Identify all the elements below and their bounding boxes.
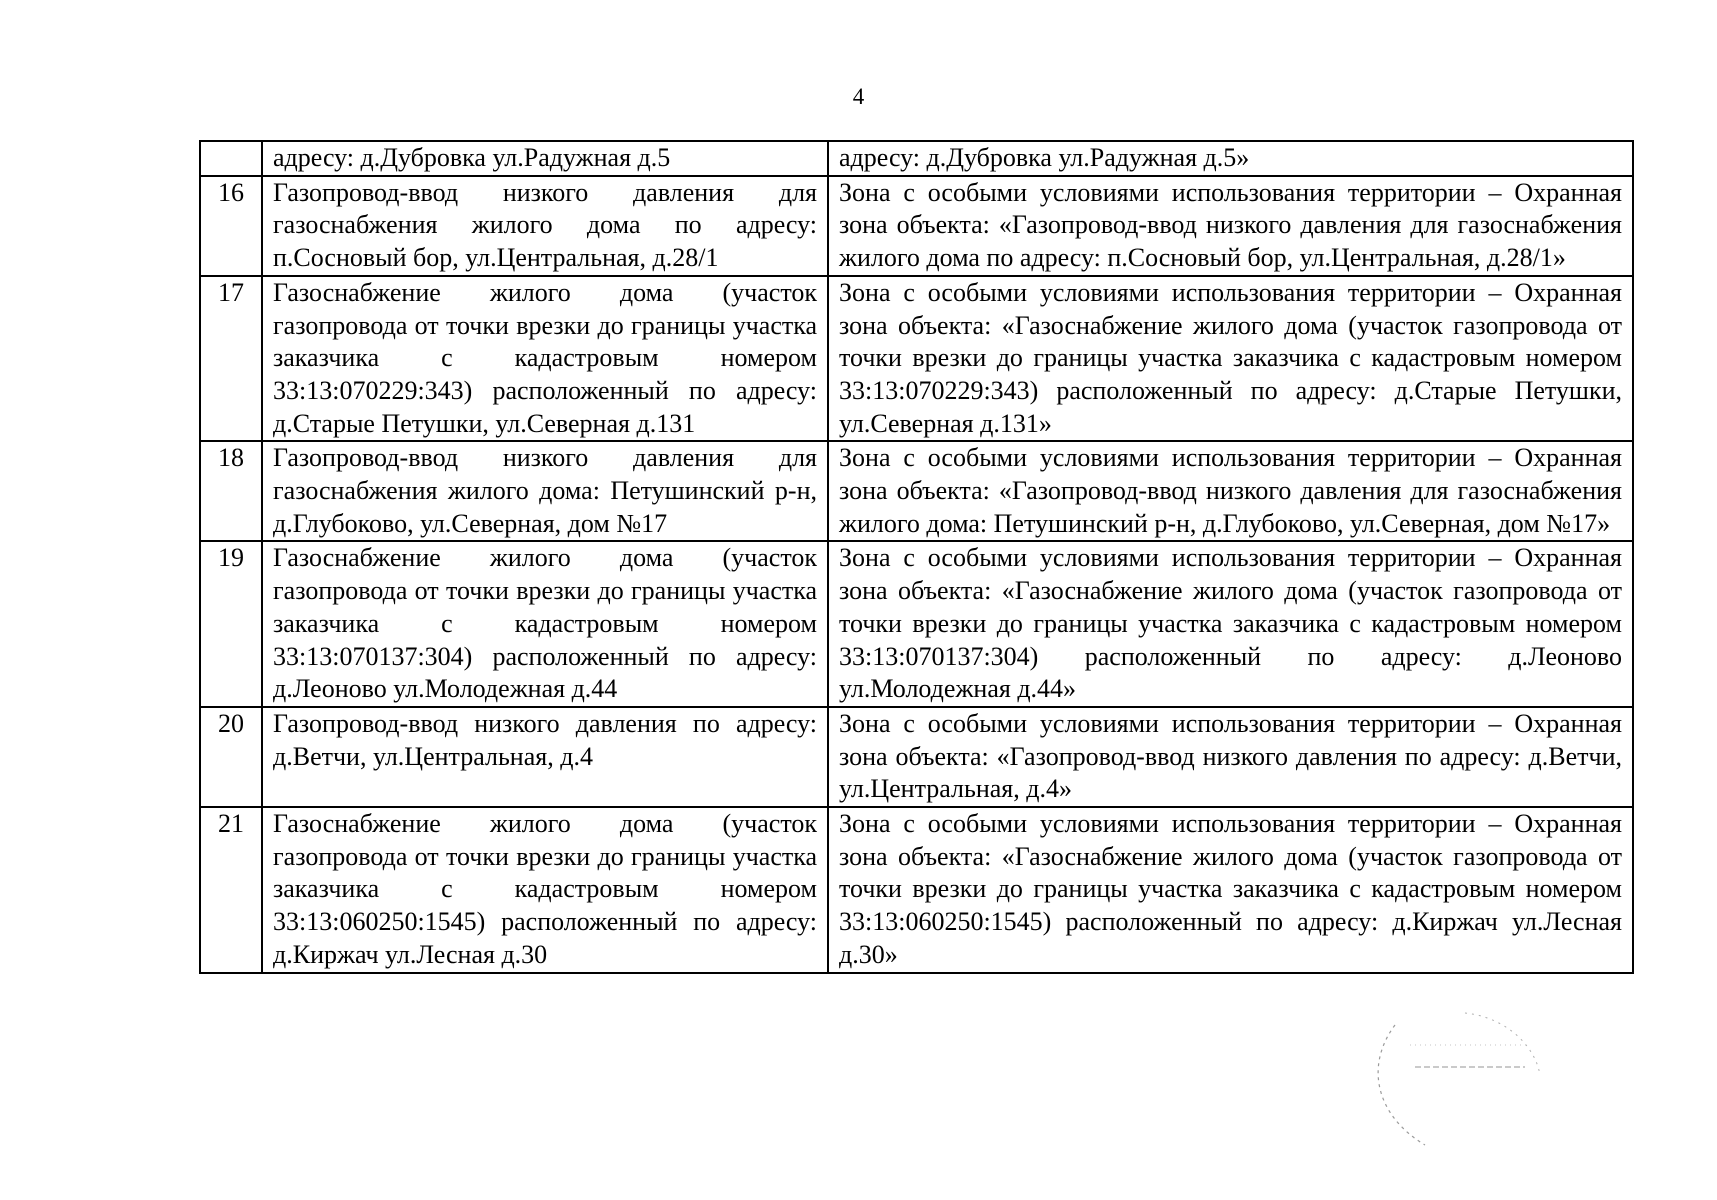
object-name: адресу: д.Дубровка ул.Радужная д.5 [262,141,828,176]
zones-table [199,140,1634,974]
object-name: Газопровод-ввод низкого давления по адресу: д.Ветчи, ул.Центральная, д.4 [262,707,828,807]
object-name: Газоснабжение жилого дома (участок газопровода от точки врезки до границы участка заказчика с кадастровым номером 33:13:070229:343) расположенный по адресу: д.Старые Петушки, ул.Северная д.131 [262,276,828,442]
object-name: Газопровод-ввод низкого давления для газоснабжения жилого дома по адресу: п.Сосновый бор, ул.Центральная, д.28/1 [262,176,828,276]
row-number: 20 [200,707,262,807]
row-number [200,141,262,176]
object-name: Газопровод-ввод низкого давления для газоснабжения жилого дома: Петушинский р-н, д.Глубоково, ул.Северная, дом №17 [262,441,828,541]
table-row [200,541,1633,707]
row-number: 16 [200,176,262,276]
table-row [200,276,1633,442]
row-number: 19 [200,541,262,707]
table-row [200,141,1633,176]
page-number: 4 [852,84,865,109]
row-number: 18 [200,441,262,541]
table-row [200,707,1633,807]
zone-description: Зона с особыми условиями использования территории – Охранная зона объекта: «Газоснабжение жилого дома (участок газопровода от точки врезки до границы участка заказчика с кадастровым номером 33:13:070229:343) расположенный по адресу: д.Старые Петушки, ул.Северная д.131» [828,276,1633,442]
object-name: Газоснабжение жилого дома (участок газопровода от точки врезки до границы участка заказчика с кадастровым номером 33:13:060250:1545) расположенный по адресу: д.Киржач ул.Лесная д.30 [262,807,828,973]
table-row [200,807,1633,973]
stamp-impression [1355,1005,1545,1155]
row-number: 21 [200,807,262,973]
zone-description: адресу: д.Дубровка ул.Радужная д.5» [828,141,1633,176]
zone-description: Зона с особыми условиями использования территории – Охранная зона объекта: «Газопровод-ввод низкого давления для газоснабжения жилого дома: Петушинский р-н, д.Глубоково, ул.Северная, дом №17» [828,441,1633,541]
table-row [200,441,1633,541]
row-number: 17 [200,276,262,442]
zone-description: Зона с особыми условиями использования территории – Охранная зона объекта: «Газопровод-ввод низкого давления по адресу: д.Ветчи, ул.Центральная, д.4» [828,707,1633,807]
zone-description: Зона с особыми условиями использования территории – Охранная зона объекта: «Газоснабжение жилого дома (участок газопровода от точки врезки до границы участка заказчика с кадастровым номером 33:13:060250:1545) расположенный по адресу: д.Киржач ул.Лесная д.30» [828,807,1633,973]
zone-description: Зона с особыми условиями использования территории – Охранная зона объекта: «Газоснабжение жилого дома (участок газопровода от точки врезки до границы участка заказчика с кадастровым номером 33:13:070137:304) расположенный по адресу: д.Леоново ул.Молодежная д.44» [828,541,1633,707]
zone-description: Зона с особыми условиями использования территории – Охранная зона объекта: «Газопровод-ввод низкого давления для газоснабжения жилого дома по адресу: п.Сосновый бор, ул.Центральная, д.28/1» [828,176,1633,276]
table-row [200,176,1633,276]
object-name: Газоснабжение жилого дома (участок газопровода от точки врезки до границы участка заказчика с кадастровым номером 33:13:070137:304) расположенный по адресу: д.Леоново ул.Молодежная д.44 [262,541,828,707]
